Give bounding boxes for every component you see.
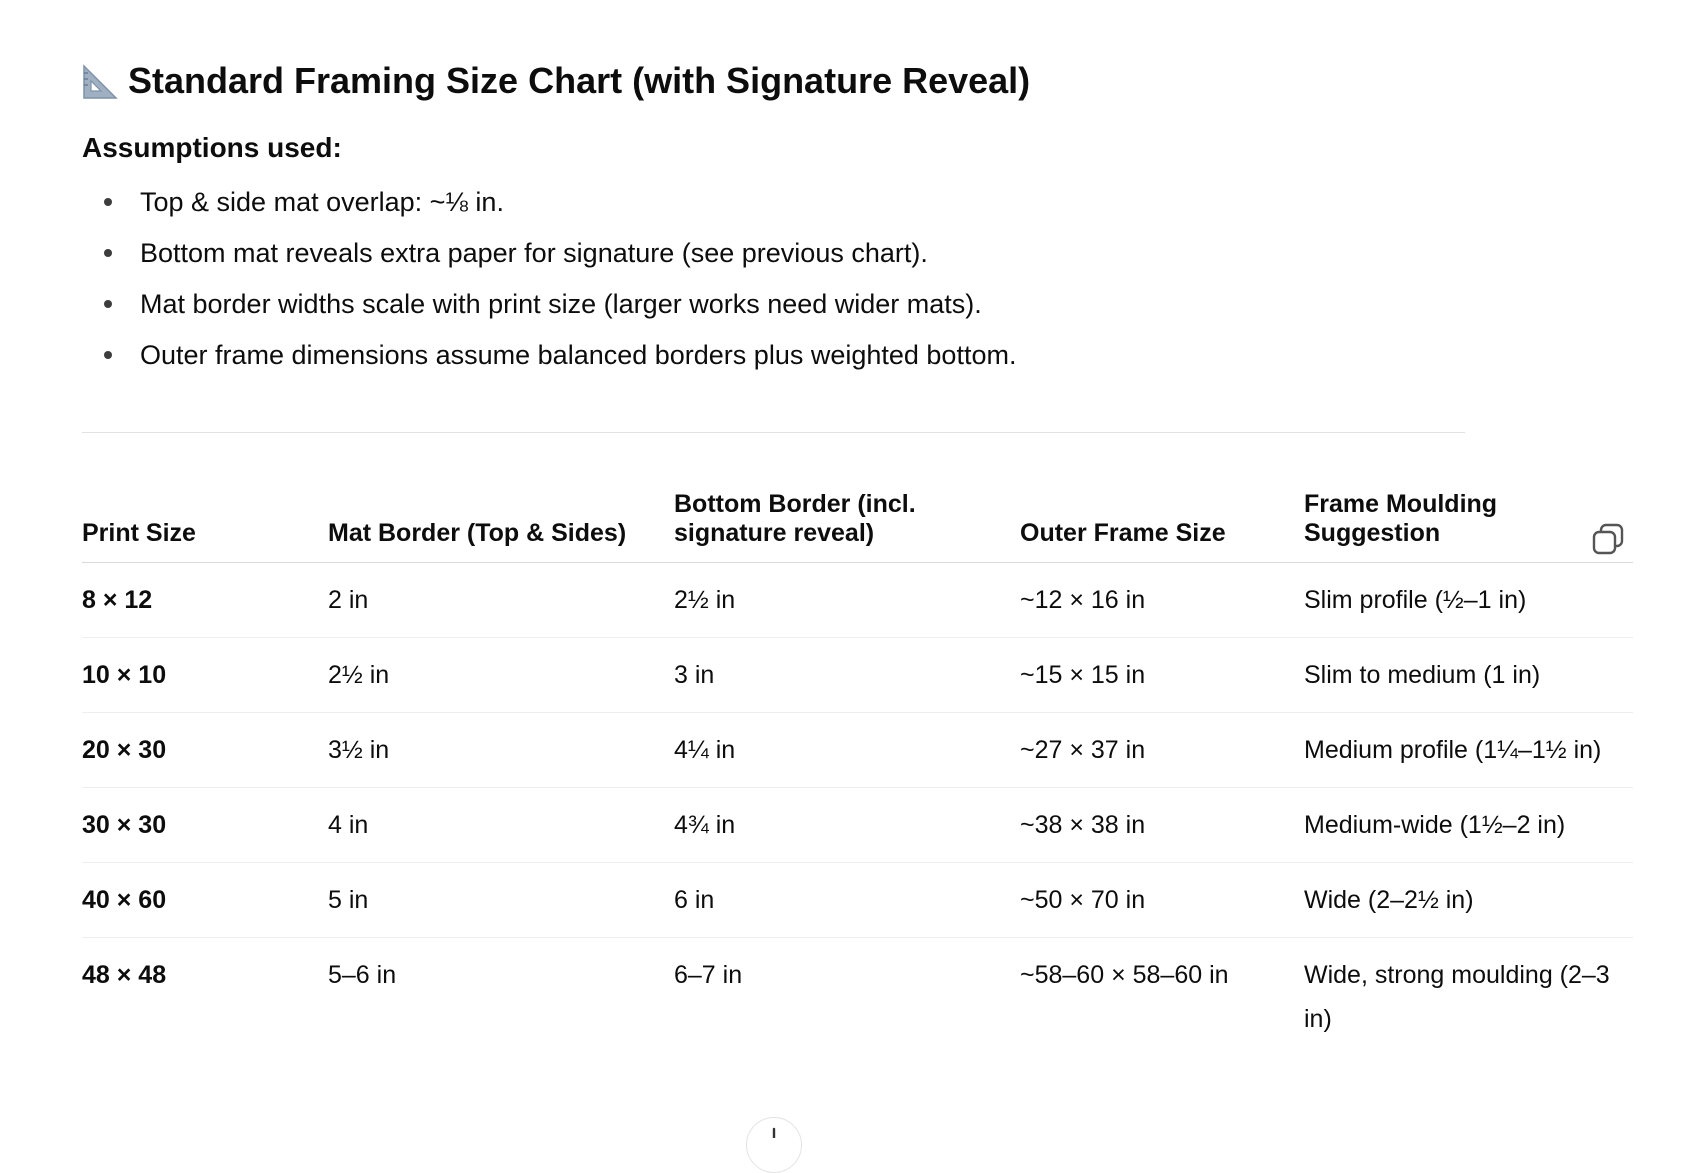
cell-print-size: 20 × 30	[82, 713, 328, 788]
cell-frame-moulding: Slim to medium (1 in)	[1304, 638, 1633, 713]
bullet-icon	[104, 351, 112, 359]
list-item	[82, 337, 1016, 373]
section-divider	[82, 432, 1465, 433]
page-title	[82, 56, 1030, 106]
table-row	[82, 938, 1633, 1057]
list-item-text: Outer frame dimensions assume balanced borders plus weighted bottom.	[140, 340, 1017, 370]
cell-bottom-border: 4¼ in	[674, 713, 1020, 788]
framing-size-table	[82, 490, 1633, 1056]
cell-bottom-border: 3 in	[674, 638, 1020, 713]
cell-mat-border: 3½ in	[328, 713, 674, 788]
header-mat-border: Mat Border (Top & Sides)	[328, 490, 674, 563]
cell-outer-frame-size: ~12 × 16 in	[1020, 563, 1304, 638]
table-row	[82, 638, 1633, 713]
table-container	[82, 490, 1633, 1056]
bullet-icon	[104, 198, 112, 206]
cell-frame-moulding: Medium-wide (1½–2 in)	[1304, 788, 1633, 863]
cell-bottom-border: 2½ in	[674, 563, 1020, 638]
cell-outer-frame-size: ~38 × 38 in	[1020, 788, 1304, 863]
table-row	[82, 563, 1633, 638]
header-print-size: Print Size	[82, 490, 328, 563]
copy-table-button[interactable]	[1591, 522, 1625, 556]
cell-outer-frame-size: ~50 × 70 in	[1020, 863, 1304, 938]
assumptions-list	[82, 184, 1016, 388]
cell-mat-border: 4 in	[328, 788, 674, 863]
cell-print-size: 40 × 60	[82, 863, 328, 938]
title-text: Standard Framing Size Chart (with Signature Reveal)	[128, 60, 1031, 101]
list-item-text: Mat border widths scale with print size (larger works need wider mats).	[140, 289, 982, 319]
list-item	[82, 184, 1016, 220]
assumptions-heading: Assumptions used:	[82, 132, 342, 163]
header-bottom-border: Bottom Border (incl. signature reveal)	[674, 490, 1020, 563]
cell-bottom-border: 4¾ in	[674, 788, 1020, 863]
cell-print-size: 8 × 12	[82, 563, 328, 638]
table-row	[82, 863, 1633, 938]
cell-mat-border: 2 in	[328, 563, 674, 638]
cell-outer-frame-size: ~58–60 × 58–60 in	[1020, 961, 1229, 989]
cell-outer-frame-size: ~15 × 15 in	[1020, 638, 1304, 713]
cell-frame-moulding: Wide, strong moulding (2–3 in)	[1304, 961, 1610, 1033]
list-item	[82, 286, 1016, 322]
cell-frame-moulding: Slim profile (½–1 in)	[1304, 563, 1633, 638]
cell-bottom-border: 6 in	[674, 863, 1020, 938]
scroll-to-bottom-button[interactable]	[746, 1117, 802, 1173]
bullet-icon	[104, 249, 112, 257]
bullet-icon	[104, 300, 112, 308]
cell-mat-border: 5–6 in	[328, 961, 397, 989]
cell-outer-frame-size: ~27 × 37 in	[1020, 713, 1304, 788]
list-item-text: Bottom mat reveals extra paper for signature (see previous chart).	[140, 238, 928, 268]
copy-icon[interactable]	[1591, 543, 1625, 560]
header-frame-moulding: Frame Moulding Suggestion	[1304, 490, 1633, 563]
triangular-ruler-icon	[82, 63, 118, 99]
cell-mat-border: 2½ in	[328, 638, 674, 713]
list-item	[82, 235, 1016, 271]
table-header-row	[82, 490, 1633, 563]
table-row	[82, 788, 1633, 863]
cell-frame-moulding: Medium profile (1¼–1½ in)	[1304, 713, 1633, 788]
cell-print-size: 30 × 30	[82, 788, 328, 863]
cell-mat-border: 5 in	[328, 863, 674, 938]
table-row	[82, 713, 1633, 788]
cell-frame-moulding: Wide (2–2½ in)	[1304, 863, 1633, 938]
cell-print-size: 10 × 10	[82, 638, 328, 713]
header-outer-frame-size: Outer Frame Size	[1020, 490, 1304, 563]
cell-print-size: 48 × 48	[82, 961, 167, 989]
cell-bottom-border: 6–7 in	[674, 961, 743, 989]
list-item-text: Top & side mat overlap: ~⅛ in.	[140, 187, 504, 217]
